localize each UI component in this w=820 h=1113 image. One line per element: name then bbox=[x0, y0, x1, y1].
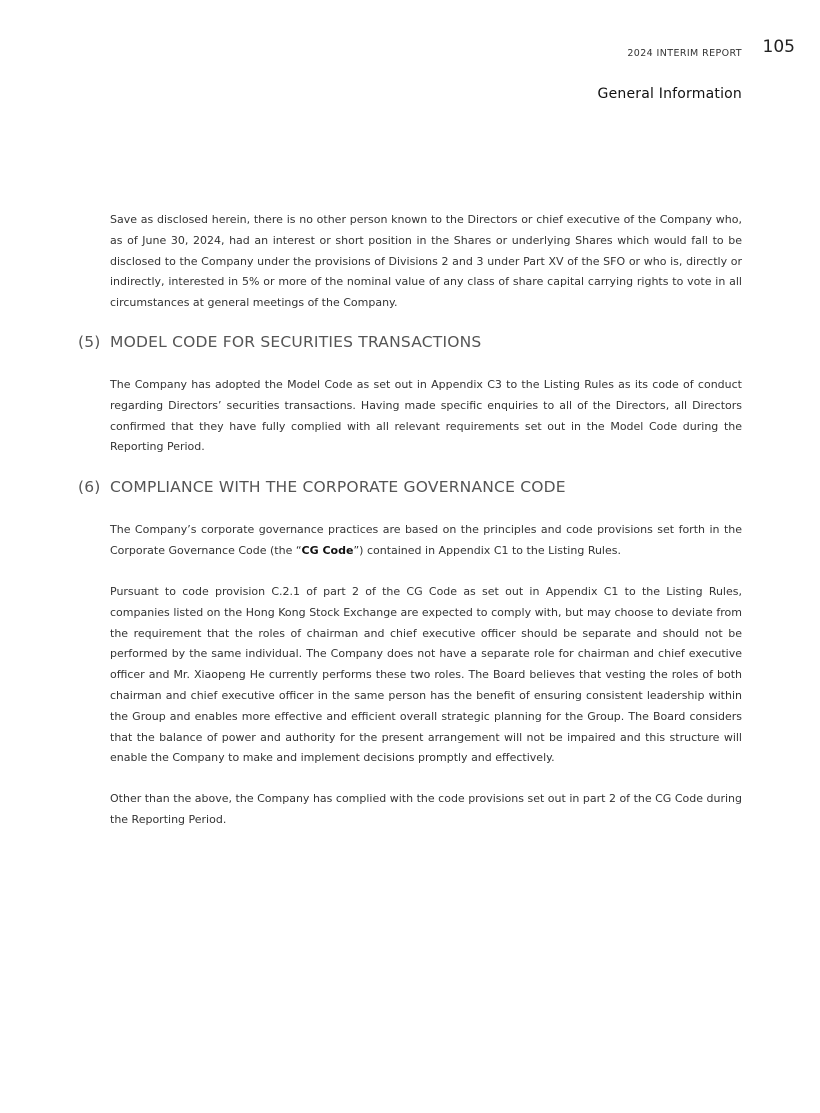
heading-number: (5) bbox=[78, 333, 101, 351]
cg-intro-text: ”) contained in Appendix C1 to the Listing Rules. bbox=[353, 543, 621, 557]
model-code-paragraph: The Company has adopted the Model Code as set out in Appendix C3 to the Listing Rules as its code of conduct regarding Directors’ securities transactions. Having made specific enquiries to all of the Directors, all Directors confirmed that they have fully complied with all relevant requirements set out in the Model Code during the Reporting Period. bbox=[110, 378, 742, 454]
cg-code-term: CG Code bbox=[301, 543, 354, 557]
cg-provision-paragraph: Pursuant to code provision C.2.1 of part 2 of the CG Code as set out in Appendix C1 to the Listing Rules, companies listed on the Hong Kong Stock Exchange are expected to comply with, but may choose to deviate from the requirement that the roles of chairman and chief executive officer should be separate and should not be performed by the same individual. The Company does not have a separate role for chairman and chief executive officer and Mr. Xiaopeng He currently performs these two roles. The Board believes that vesting the roles of both chairman and chief executive officer in the same person has the benefit of ensuring consistent leadership within the Group and enables more effective and efficient overall strategic planning for the Group. The Board considers that the balance of power and authority for the present arrangement will not be impaired and this structure will enable the Company to make and implement decisions promptly and effectively. bbox=[110, 585, 742, 765]
report-label: 2024 INTERIM REPORT bbox=[627, 48, 742, 59]
section-header: General Information bbox=[597, 86, 742, 102]
heading-cg-code bbox=[78, 478, 566, 496]
heading-title: COMPLIANCE WITH THE CORPORATE GOVERNANCE CODE bbox=[110, 478, 566, 496]
cg-other-paragraph: Other than the above, the Company has complied with the code provisions set out in part 2 of the CG Code during the Reporting Period. bbox=[110, 792, 742, 826]
cg-intro-paragraph bbox=[110, 520, 742, 562]
heading-title: MODEL CODE FOR SECURITIES TRANSACTIONS bbox=[110, 333, 482, 351]
heading-number: (6) bbox=[78, 478, 101, 496]
heading-model-code bbox=[78, 333, 481, 351]
page-number: 105 bbox=[762, 37, 795, 57]
intro-paragraph: Save as disclosed herein, there is no other person known to the Directors or chief executive of the Company who, as of June 30, 2024, had an interest or short position in the Shares or underlying Shares which would fall to be disclosed to the Company under the provisions of Divisions 2 and 3 under Part XV of the SFO or who is, directly or indirectly, interested in 5% or more of the nominal value of any class of share capital carrying rights to vote in all circumstances at general meetings of the Company. bbox=[110, 213, 742, 310]
cg-intro-text: The Company’s corporate governance practices are based on the principles and code provisions set forth in the Corporate Governance Code (the “ bbox=[110, 523, 742, 557]
